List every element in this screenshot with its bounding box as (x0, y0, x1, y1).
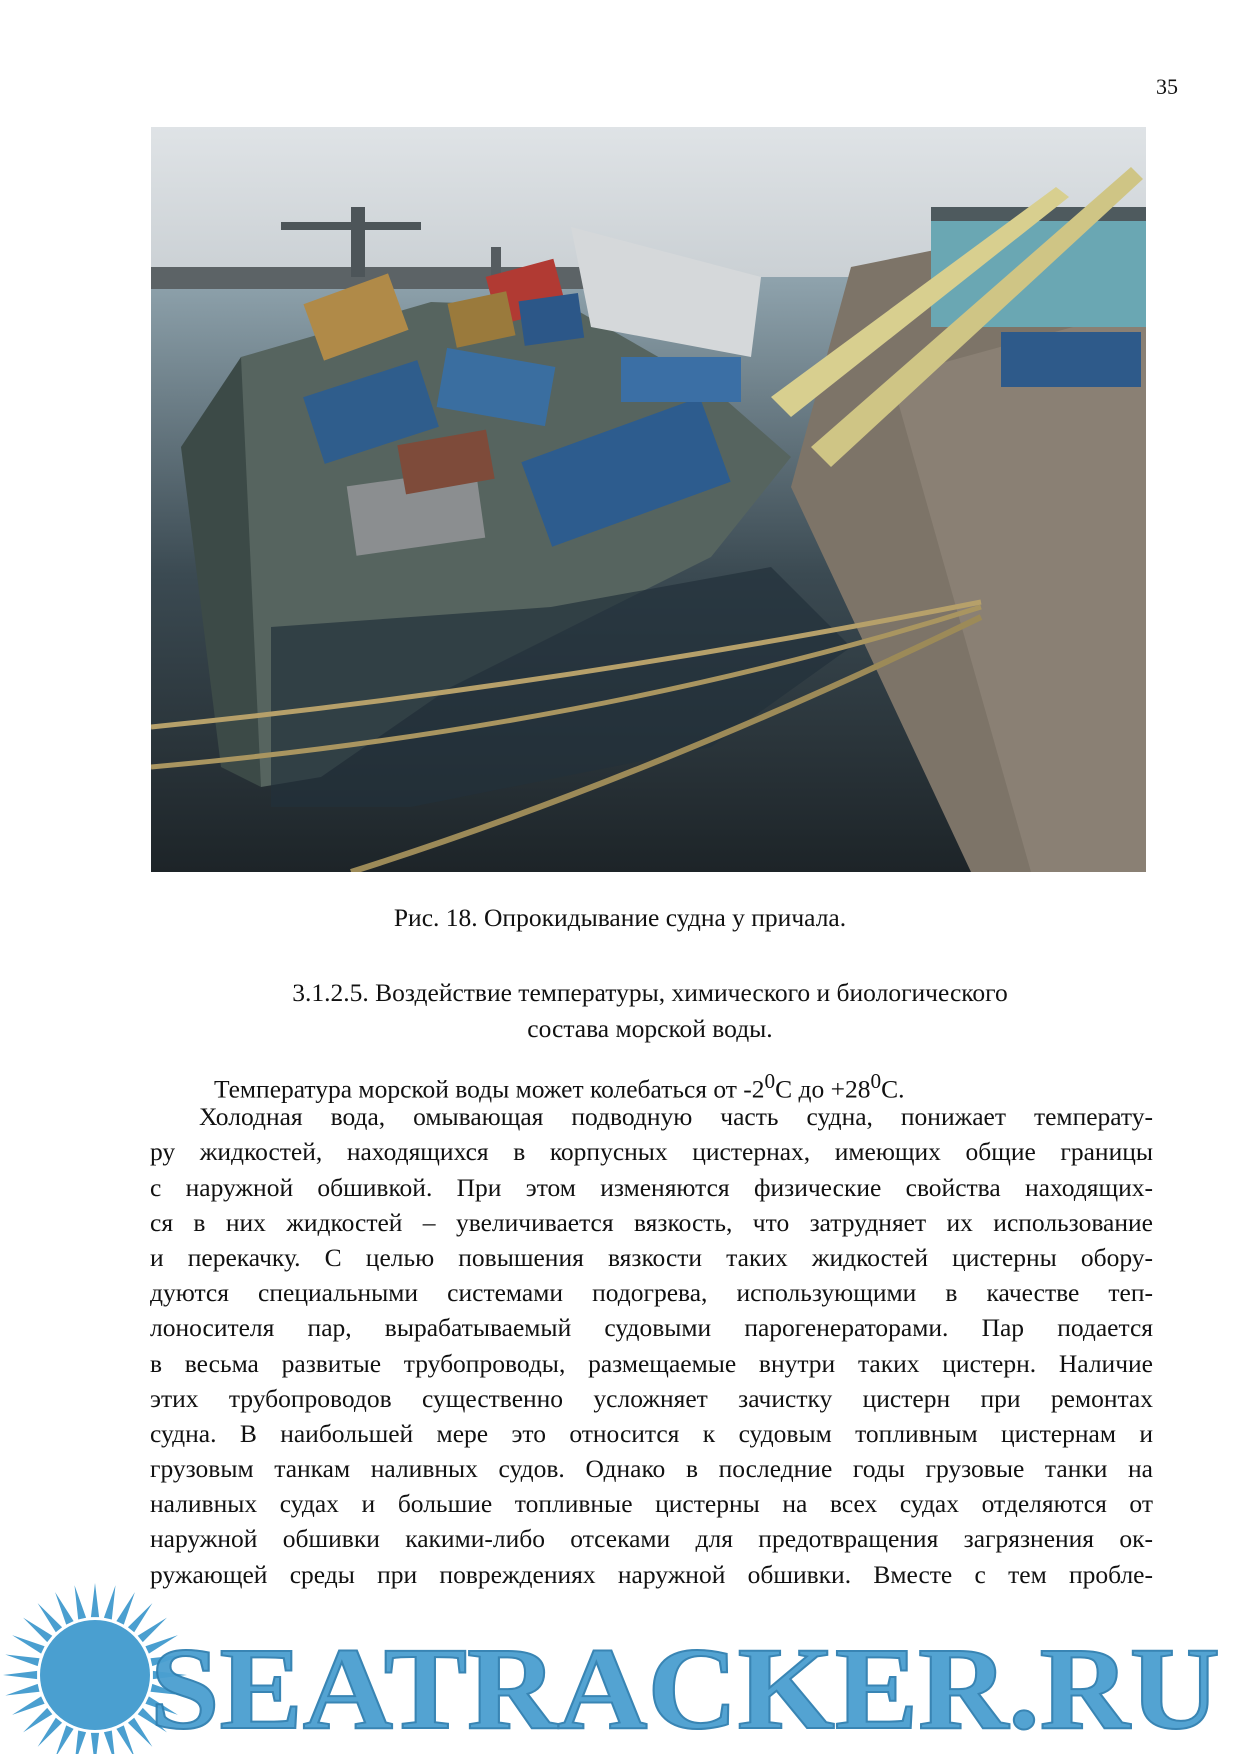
sunburst-ray (104, 1585, 116, 1619)
sunburst-ray (104, 1731, 116, 1755)
figure-caption: Рис. 18. Опрокидывание судна у причала. (393, 903, 847, 932)
sunburst-ray (91, 1583, 99, 1617)
sunburst-ray (23, 1708, 52, 1733)
section-heading-line-2: состава морской воды. (527, 1014, 773, 1043)
paragraph-line: дуются специальными системами подогрева, использующими в качестве теп- (150, 1278, 1153, 1308)
paragraph-line: и перекачку. С целью повышения вязкости таких жидкостей цистерны обору- (150, 1242, 1153, 1272)
sunburst-ray (5, 1684, 39, 1696)
temperature-suffix: C. (881, 1074, 905, 1104)
temperature-middle: C до +28 (775, 1074, 871, 1104)
paragraph-line: этих трубопроводов существенно усложняет зачистку цистерн при ремонтах (150, 1383, 1153, 1413)
sunburst-ray (5, 1655, 39, 1667)
sunburst-ray (128, 1718, 152, 1747)
sunburst-ray (38, 1603, 63, 1632)
paragraph-line: ружающей среды при повреждениях наружной обшивки. Вместе с тем пробле- (150, 1559, 1153, 1589)
paragraph-line: наружной обшивки какими-либо отсеками для предотвращения загрязнения ок- (150, 1524, 1153, 1554)
paragraph-line: с наружной обшивкой. При этом изменяются физические свойства находящих- (150, 1172, 1153, 1202)
sunburst-ray (128, 1603, 152, 1632)
sunburst-ray (12, 1696, 45, 1715)
sunburst-ray (3, 1671, 37, 1679)
paragraph-line: ся в них жидкостей – увеличивается вязкость, что затрудняет их использование (150, 1207, 1153, 1237)
section-heading (220, 975, 1080, 1047)
sunburst-ray (116, 1725, 134, 1754)
degree-superscript: 0 (764, 1069, 776, 1093)
capsized-ship-photo (151, 127, 1146, 872)
sunburst-ray (75, 1585, 87, 1619)
sunburst-ray (12, 1635, 45, 1654)
paragraph-line: Холодная вода, омывающая подводную часть судна, понижает температу- (199, 1102, 1153, 1132)
sunburst-ray (23, 1618, 52, 1643)
paragraph-line: наливных судах и большие топливные цистерны на всех судах отделяются от (150, 1489, 1153, 1519)
sunburst-ray (38, 1718, 63, 1747)
page-number: 35 (1156, 74, 1178, 99)
temperature-prefix: Температура морской воды может колебаться от -2 (214, 1074, 765, 1104)
degree-superscript: 0 (870, 1069, 882, 1093)
sunburst-ray (116, 1592, 134, 1625)
paragraph-line: судна. В наибольшей мере это относится к судовым топливным цистернам и (150, 1418, 1153, 1448)
paragraph-line: лоносителя пар, вырабатываемый судовыми парогенераторами. Пар подается (150, 1313, 1153, 1343)
body-text (150, 1064, 1153, 1592)
sunburst-ray (91, 1733, 99, 1754)
paragraph-line: грузовым танкам наливных судов. Однако в последние годы грузовые танки на (150, 1454, 1153, 1484)
temperature-sentence (150, 1064, 1153, 1104)
paragraph-line: ру жидкостей, находящихся в корпусных цистернах, имеющих общие границы (150, 1137, 1153, 1167)
sunburst-ray (55, 1592, 74, 1625)
sunburst-ray (55, 1725, 74, 1754)
paragraph-line: в весьма развитые трубопроводы, размещаемые внутри таких цистерн. Наличие (150, 1348, 1153, 1378)
section-heading-line-1: 3.1.2.5. Воздействие температуры, химического и биологического (292, 978, 1008, 1007)
watermark-logo (0, 1560, 1240, 1754)
sunburst-ray (75, 1731, 87, 1755)
seatracker-logo (0, 1560, 1240, 1754)
capsized-ship-illustration (151, 127, 1146, 872)
watermark-text: SEATRACKER.RU (150, 1623, 1220, 1754)
